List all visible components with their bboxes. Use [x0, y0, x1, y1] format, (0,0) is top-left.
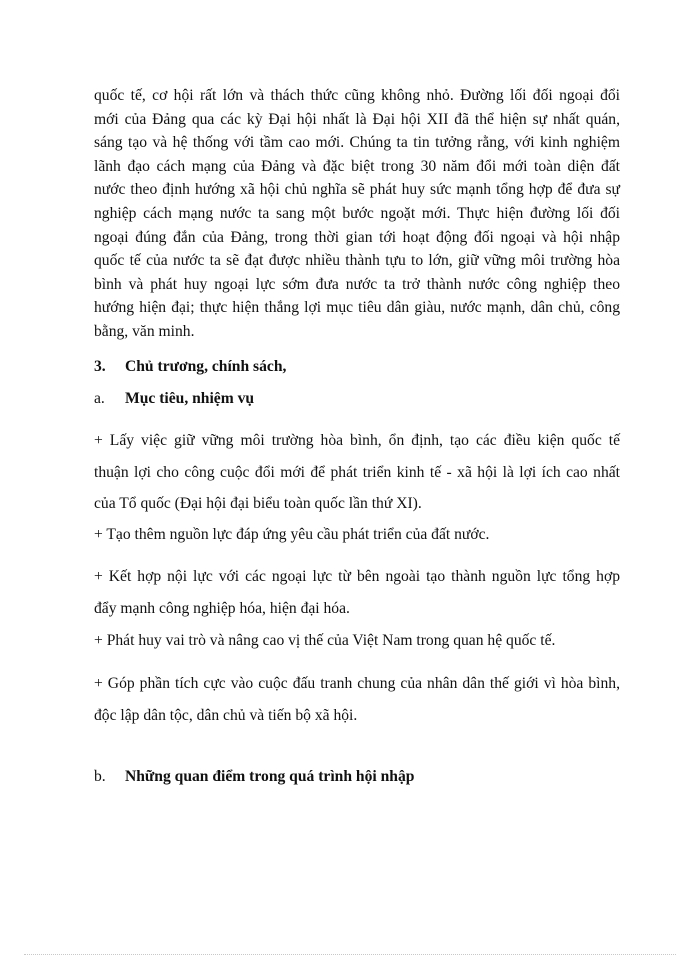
section-3-title: Chủ trương, chính sách, — [125, 358, 287, 375]
objective-item-1 — [94, 425, 620, 520]
objective-line: + Phát huy vai trò và nâng cao vị thế của Việt Nam trong quan hệ quốc tế. — [94, 632, 556, 649]
intro-line: quốc tế, cơ hội rất lớn và thách thức cũng không nhỏ. Đường lối đối ngoại đổi — [94, 87, 620, 104]
section-3-number: 3. — [94, 358, 106, 375]
objective-line: thuận lợi cho công cuộc đổi mới để phát triển kinh tế - xã hội là lợi ích cao nhất — [94, 463, 620, 481]
objective-item-4 — [94, 625, 620, 657]
section-b-letter: b. — [94, 768, 106, 785]
intro-line: nghiệp cách mạng nước ta sang một bước ngoặt mới. Thực hiện đường lối đối — [94, 204, 620, 222]
section-b-title: Những quan điểm trong quá trình hội nhập — [125, 768, 415, 785]
intro-line: quốc tế của nước ta sẽ đạt được nhiều thành tựu to lớn, giữ vững môi trường hòa — [94, 252, 620, 270]
objective-line: đẩy mạnh công nghiệp hóa, hiện đại hóa. — [94, 599, 350, 617]
objective-line: + Tạo thêm nguồn lực đáp ứng yêu cầu phát triển của đất nước. — [94, 526, 490, 543]
page-bottom-divider — [24, 954, 676, 955]
objective-line: + Góp phần tích cực vào cuộc đấu tranh chung của nhân dân thế giới vì hòa bình, — [94, 675, 620, 692]
section-a-letter: a. — [94, 390, 105, 407]
objective-line: + Lấy việc giữ vững môi trường hòa bình, ổn định, tạo các điều kiện quốc tế — [94, 432, 620, 449]
intro-line: hướng hiện đại; thực hiện thắng lợi mục tiêu dân giàu, nước mạnh, dân chủ, công — [94, 299, 620, 317]
intro-line: bằng, văn minh. — [94, 322, 195, 340]
objective-item-3 — [94, 561, 620, 624]
section-a-heading — [94, 390, 254, 408]
section-3-heading — [94, 358, 286, 376]
intro-line: ngoại đúng đắn của Đảng, trong thời gian tới hoạt động đối ngoại và hội nhập — [94, 228, 620, 246]
intro-line: bình và phát huy ngoại lực sớm đưa nước ta trở thành nước công nghiệp theo — [94, 275, 620, 293]
intro-line: nước theo định hướng xã hội chủ nghĩa sẽ phát huy sức mạnh tổng hợp để đưa sự — [94, 181, 620, 199]
intro-paragraph — [94, 84, 620, 344]
section-b-heading — [94, 768, 414, 786]
intro-line: sáng tạo và hệ thống với tầm cao mới. Chúng ta tin tưởng rằng, với kinh nghiệm — [94, 134, 620, 152]
objective-item-2 — [94, 519, 620, 551]
objective-line: độc lập dân tộc, dân chủ và tiến bộ xã hội. — [94, 706, 358, 724]
objective-line: của Tổ quốc (Đại hội đại biểu toàn quốc lần thứ XI). — [94, 495, 422, 512]
section-a-title: Mục tiêu, nhiệm vụ — [125, 390, 255, 407]
objective-line: + Kết hợp nội lực với các ngoại lực từ bên ngoài tạo thành nguồn lực tổng hợp — [94, 568, 620, 585]
intro-line: mới của Đảng qua các kỳ Đại hội nhất là Đại hội XII đã thể hiện sự nhất quán, — [94, 110, 620, 128]
intro-line: lãnh đạo cách mạng của Đảng và đặc biệt trong 30 năm đổi mới toàn diện đất — [94, 157, 620, 175]
objective-item-5 — [94, 668, 620, 731]
